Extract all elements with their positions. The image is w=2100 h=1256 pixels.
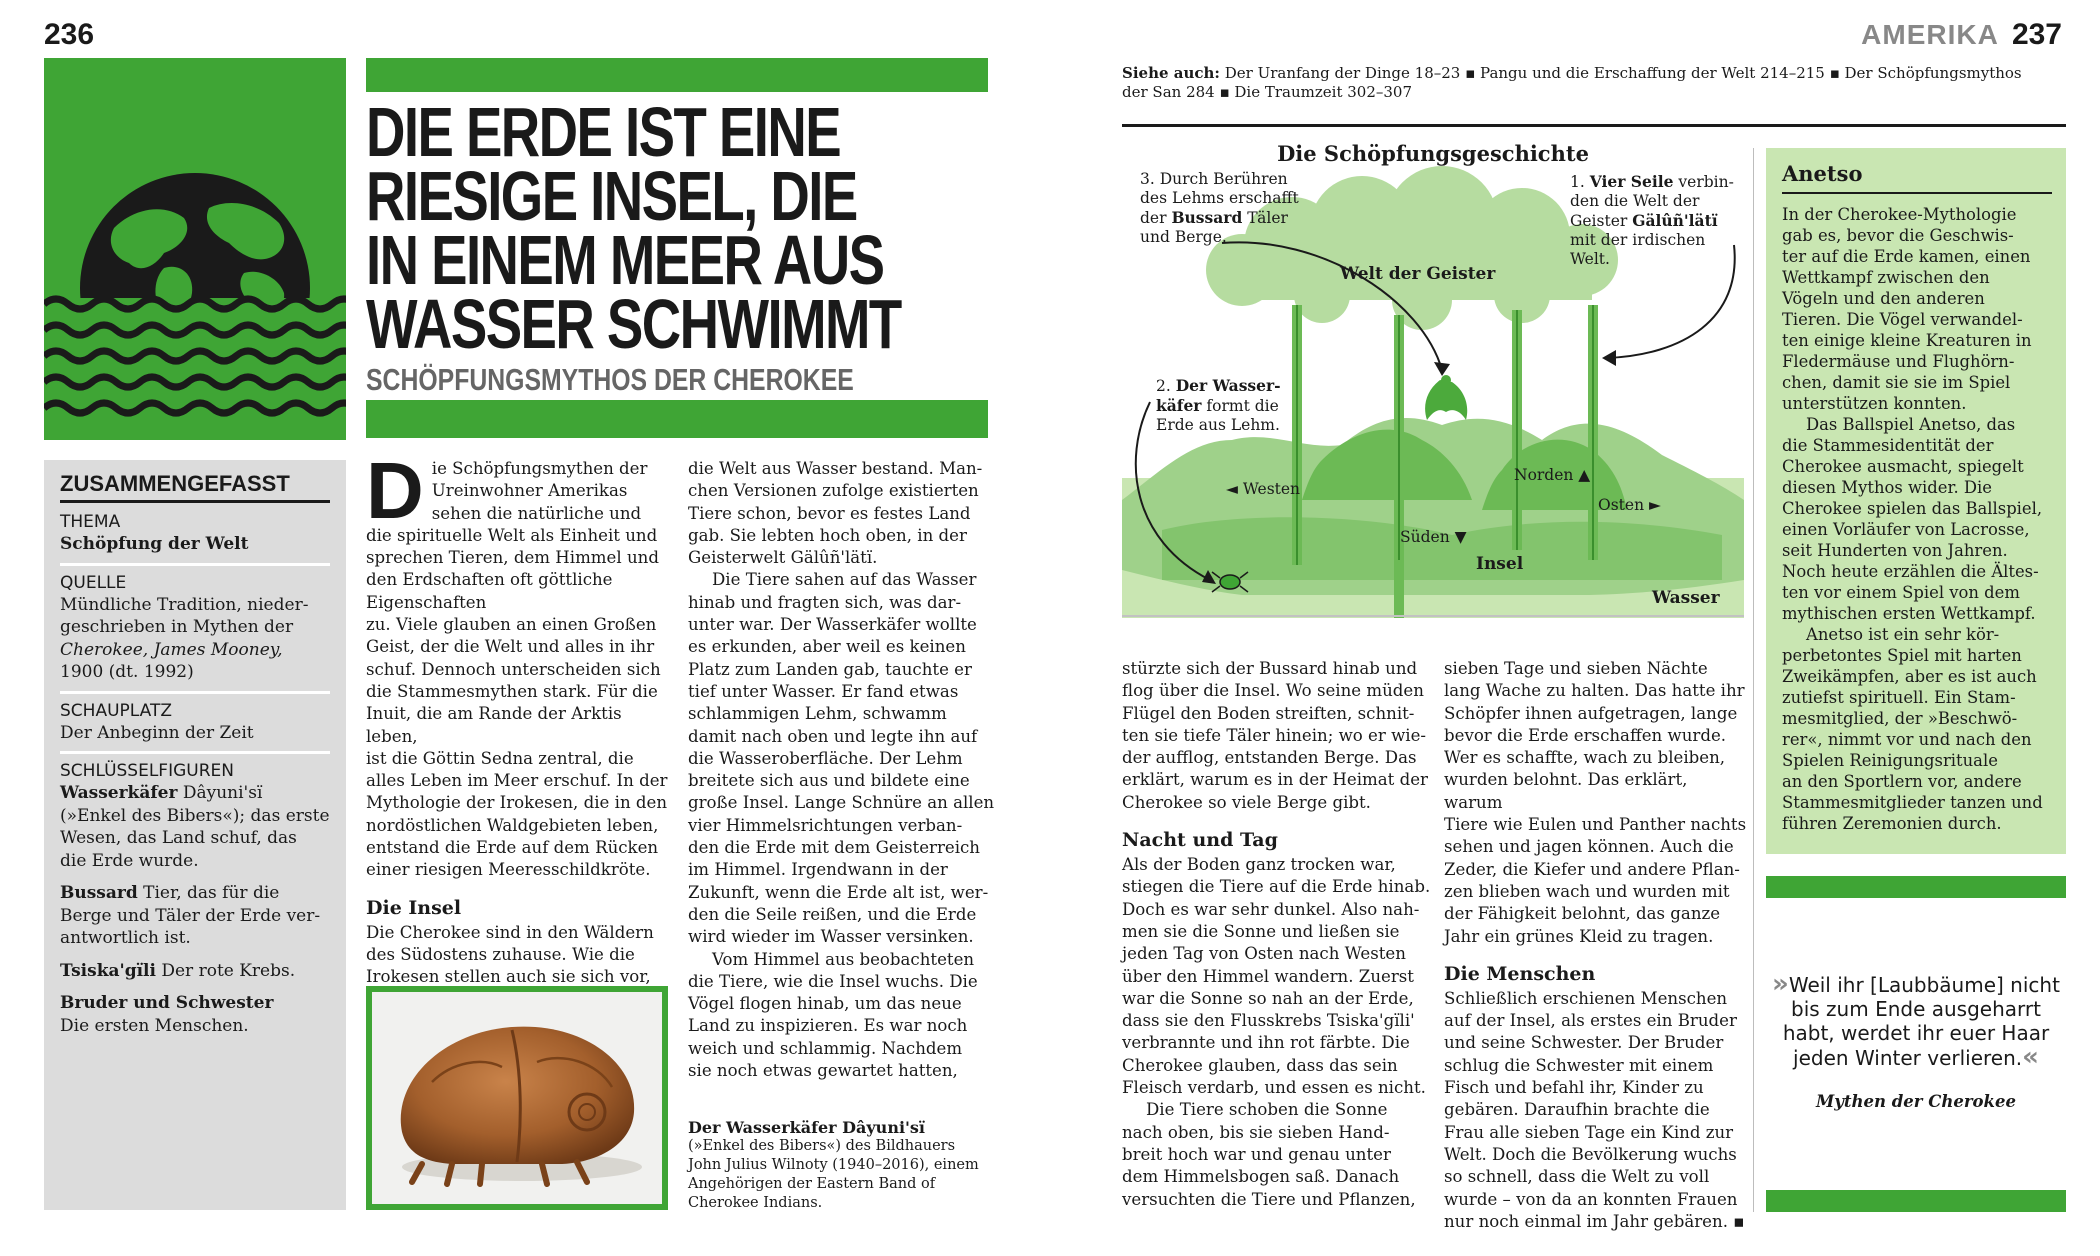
thema-label: THEMA — [60, 512, 121, 532]
text-line: gebären. Daraufhin brachte die — [1444, 1100, 1710, 1120]
text-line: Platz zum Landen gab, tauchte er — [688, 659, 972, 679]
body-column-4 — [1444, 658, 1750, 1233]
text-line: nordöstlichen Waldgebieten leben, — [366, 815, 659, 835]
text-line: Als der Boden ganz trocken war, — [1122, 855, 1396, 875]
text-line: führen Zeremonien durch. — [1782, 814, 2002, 833]
text-line: Fledermäuse und Flughörn- — [1782, 352, 2015, 371]
text-line: schlammigen Lehm, schwamm — [688, 704, 947, 724]
page-title — [366, 93, 1006, 363]
title-line-2: RIESIGE INSEL, DIE — [366, 157, 857, 235]
see-also-line[interactable]: der San 284 ▪ Die Traumzeit 302–307 — [1122, 83, 1413, 101]
text-line: Das Ballspiel Anetso, das — [1806, 415, 2016, 434]
caption-line: Angehörigen der Eastern Band of — [688, 1176, 936, 1192]
text-line: einer riesigen Meeresschildkröte. — [366, 860, 651, 880]
text-line: und seine Schwester. Der Bruder — [1444, 1033, 1724, 1053]
figure-name: Tsiska'gïli — [60, 960, 156, 981]
text-line: unterstützen konnten. — [1782, 394, 1967, 413]
text-line: Irokesen stellen auch sie sich vor, — [366, 967, 651, 987]
label-part: 1. — [1570, 173, 1590, 191]
text-line: Schöpfer ihnen aufgetragen, lange — [1444, 703, 1738, 723]
body-column-2 — [688, 458, 998, 1082]
text-line: Doch es war sehr dunkel. Also nah- — [1122, 899, 1420, 919]
text-line: breitete sich aus und bildete eine — [688, 771, 970, 791]
text-line: mythischen ersten Wettkampf. — [1782, 604, 2036, 623]
title-top-bar — [366, 58, 988, 92]
text-line: seit Hunderten von Jahren. — [1782, 541, 2008, 560]
text-line: sprechen Tieren, dem Himmel und — [366, 548, 659, 568]
text-line: Cherokee so viele Berge gibt. — [1122, 792, 1371, 812]
label-line: den die Welt der — [1570, 192, 1700, 210]
quelle-line-3: Cherokee, James Mooney, — [60, 639, 283, 660]
figure-desc-line: (»Enkel des Bibers«); das erste — [60, 805, 330, 826]
text-line: Zeder, die Kiefer und andere Pflan- — [1444, 859, 1740, 879]
text-line: erklärt, warum es in der Heimat der — [1122, 770, 1428, 790]
text-line: stürzte sich der Bussard hinab und — [1122, 659, 1418, 678]
text-line: jeden Tag von Osten nach Westen — [1122, 944, 1406, 964]
body-column-1 — [366, 446, 672, 1011]
figure-desc-line: die Erde wurde. — [60, 850, 199, 871]
text-line: Cherokee glauben, dass das sein — [1122, 1055, 1398, 1075]
sidebar-anetso — [1766, 148, 2066, 854]
text-line: In der Cherokee-Mythologie — [1782, 205, 2017, 224]
text-line: Tiere wie Eulen und Panther nachts — [1444, 815, 1747, 835]
schauplatz-label: SCHAUPLATZ — [60, 700, 172, 721]
figure-bruder-schwester — [60, 992, 330, 1015]
column-divider — [1753, 148, 1754, 1212]
text-line: dass sie den Flusskrebs Tsiska'gïli' — [1122, 1011, 1415, 1031]
label-welt-der-geister: Welt der Geister — [1340, 264, 1496, 284]
text-line: sehen und jagen können. Auch die — [1444, 837, 1734, 857]
label-part: der — [1140, 209, 1172, 227]
label-bold: Bussard — [1171, 208, 1243, 227]
text-line: ist die Göttin Sedna zentral, die — [366, 748, 634, 768]
text-line: der Fähigkeit belohnt, das ganze — [1444, 904, 1721, 924]
text-line: lang Wache zu halten. Das hatte ihr — [1444, 681, 1745, 701]
label-osten: Osten ► — [1598, 496, 1661, 514]
label-line: mit der irdischen Welt. — [1570, 231, 1706, 268]
text-line: Mythologie der Irokesen, die in den — [366, 793, 668, 813]
text-line: Land zu inspizieren. Es war noch — [688, 1016, 968, 1036]
text-line: schlug die Schwester mit einem — [1444, 1055, 1714, 1075]
label-bold: käfer — [1156, 396, 1202, 415]
text-line: sehen die natürliche und — [431, 503, 642, 523]
text-line: perbetontes Spiel mit harten — [1782, 646, 2022, 665]
drop-cap: D — [366, 446, 424, 535]
quote-open-mark: » — [1772, 969, 1789, 999]
figure-desc: Der rote Krebs. — [155, 960, 296, 981]
label-step-3 — [1140, 170, 1340, 247]
figure-name: Bussard — [60, 883, 138, 903]
text-line: wurde – von da an konnten Frauen — [1444, 1189, 1738, 1209]
text-line: auf der Insel, als erstes ein Bruder — [1444, 1011, 1737, 1031]
text-line: den die Seile reißen, und die Erde — [688, 904, 977, 924]
title-line-4: WASSER SCHWIMMT — [366, 285, 901, 363]
text-line: ter auf die Erde kamen, einen — [1782, 247, 2031, 266]
text-line: chen, damit sie sie im Spiel — [1782, 373, 2011, 392]
label-insel: Insel — [1476, 554, 1524, 574]
text-line: Vögel flogen hinab, um das neue — [688, 994, 962, 1014]
figure-desc-line: Berge und Täler der Erde ver- — [60, 905, 321, 926]
label-norden: Norden ▲ — [1514, 466, 1591, 484]
text-line: Fisch und befahl ihr, Kinder zu — [1444, 1078, 1704, 1098]
text-line: stiegen die Tiere auf die Erde hinab. — [1122, 877, 1431, 897]
label-part: verbin- — [1673, 173, 1734, 191]
label-step-2 — [1156, 376, 1296, 435]
label-part: 2. — [1156, 377, 1176, 395]
page-header-right — [1861, 18, 2062, 52]
label-part: formt die — [1201, 397, 1279, 415]
quelle-line-2: geschrieben in Mythen der — [60, 617, 294, 637]
creation-diagram — [1122, 140, 1744, 618]
figure-desc-line: Die ersten Menschen. — [60, 1015, 249, 1036]
thema-value: Schöpfung der Welt — [60, 534, 249, 554]
header-rule — [1122, 124, 2066, 127]
text-line: Cherokee spielen das Ballspiel, — [1782, 499, 2043, 518]
text-line: Die Tiere sahen auf das Wasser — [712, 570, 977, 590]
text-line: Noch heute erzählen die Ältes- — [1782, 562, 2039, 581]
quote-line: jeden Winter verlieren. — [1793, 1046, 2023, 1070]
label-wasser: Wasser — [1652, 588, 1720, 608]
figuren-label: SCHLÜSSELFIGUREN — [60, 761, 234, 781]
text-line: wurden belohnt. Das erklärt, warum — [1444, 770, 1688, 812]
text-line: Geist, der die Welt und alles in ihr — [366, 637, 655, 657]
title-line-1: DIE ERDE IST EINE — [366, 93, 841, 171]
figure-tsiskagili — [60, 960, 330, 983]
text-line: dem Himmelsbogen saß. Danach — [1122, 1167, 1400, 1187]
see-also-line[interactable]: Der Uranfang der Dinge 18–23 ▪ Pangu und die Erschaffung der Welt 214–215 ▪ Der Schöpfungsmythos — [1219, 64, 2022, 82]
quote-top-bar — [1766, 876, 2066, 898]
text-line: war die Sonne so nah an der Erde, — [1122, 988, 1414, 1008]
text-line: diesen Mythos wider. Die — [1782, 478, 1992, 497]
figure-wasserkaefer — [60, 782, 330, 805]
text-line: Jahr ein grünes Kleid zu tragen. — [1444, 926, 1714, 946]
text-line: sie noch etwas gewartet hatten, — [688, 1061, 958, 1081]
summary-box — [44, 460, 346, 1210]
text-line: im Himmel. Irgendwann in der — [688, 860, 948, 880]
text-line: die Stammesmythen stark. Für die — [366, 681, 658, 701]
text-line: damit nach oben und legte ihn auf — [688, 726, 978, 746]
text-line: entstand die Erde auf dem Rücken — [366, 838, 659, 858]
text-line: schuf. Dennoch unterscheiden sich — [366, 659, 661, 679]
label-line: des Lehms erschafft — [1140, 189, 1299, 207]
text-line: Wer es schaffte, wach zu bleiben, — [1444, 748, 1726, 768]
text-line: die Stammesidentität der — [1782, 436, 1994, 455]
quelle-line-1: Mündliche Tradition, nieder- — [60, 594, 309, 615]
text-line: über den Himmel wandern. Zuerst — [1122, 966, 1414, 986]
label-bold: Vier Seile — [1589, 172, 1674, 191]
text-line: hinab und fragten sich, was dar- — [688, 592, 962, 612]
caption-line: Cherokee Indians. — [688, 1195, 823, 1211]
text-line: Die Cherokee sind in den Wäldern — [366, 922, 654, 942]
text-line: nur noch einmal im Jahr gebären. ▪ — [1444, 1211, 1745, 1231]
text-line: des Südostens zuhause. Wie die — [366, 944, 635, 964]
text-line: Anetso ist ein sehr kör- — [1806, 625, 2000, 644]
quote-bottom-bar — [1766, 1190, 2066, 1212]
carved-beetle-icon — [372, 992, 662, 1204]
text-line: gab. Sie lebten hoch oben, in der — [688, 525, 967, 545]
caption-line: John Julius Wilnoty (1940–2016), einem — [688, 1157, 979, 1173]
text-line: an den Sportlern vor, andere — [1782, 772, 2022, 791]
figure-desc-line: Wesen, das Land schuf, das — [60, 828, 297, 848]
beetle-photo — [366, 986, 668, 1210]
text-line: chen Versionen zufolge existierten — [688, 481, 979, 501]
text-line: die spirituelle Welt als Einheit und — [366, 525, 658, 545]
body-column-3 — [1122, 658, 1432, 1211]
quote-line: Weil ihr [Laubbäume] nicht — [1788, 973, 2060, 997]
text-line: unter war. Der Wasserkäfer wollte — [688, 615, 977, 635]
text-line: Vögeln und den anderen — [1782, 289, 1985, 308]
text-line: zutiefst spirituell. Ein Stam- — [1782, 688, 2016, 707]
pull-quote — [1766, 969, 2066, 1114]
figure-name: Bruder und Schwester — [60, 993, 274, 1013]
text-line: alles Leben im Meer erschuf. In der — [366, 771, 668, 791]
quote-close-mark: « — [2022, 1042, 2039, 1072]
text-line: wird wieder im Wasser versinken. — [688, 927, 974, 947]
diagram-title: Die Schöpfungsgeschichte — [1277, 141, 1589, 166]
text-line: Vom Himmel aus beobachteten — [712, 949, 975, 969]
figure-name: Wasserkäfer — [60, 783, 178, 803]
text-line: den Erdschaften oft göttliche Eigenschaften — [366, 570, 613, 612]
subtitle-text: SCHÖPFUNGSMYTHOS DER CHEROKEE — [366, 362, 854, 397]
text-line: Cherokee ausmacht, spiegelt — [1782, 457, 2024, 476]
text-line: Zweikämpfen, aber es ist auch — [1782, 667, 2037, 686]
figure-desc: Tier, das für die — [137, 883, 280, 903]
text-line: ie Schöpfungsmythen der — [431, 459, 648, 478]
subhead-die-menschen: Die Menschen — [1444, 962, 1596, 985]
text-line: ten vor einem Spiel von dem — [1782, 583, 2020, 602]
title-line-3: IN EINEM MEER AUS — [366, 221, 884, 299]
summary-heading: ZUSAMMENGEFASST — [60, 470, 330, 503]
text-line: Inuit, die am Rande der Arktis leben, — [366, 704, 622, 746]
text-line: ten sie tiefe Täler hinein; wo er wie- — [1122, 725, 1427, 745]
text-line: der aufflog, entstanden Berge. Das — [1122, 748, 1417, 768]
text-line: so schnell, dass die Welt zu voll — [1444, 1167, 1710, 1187]
text-line: Die Tiere schoben die Sonne — [1146, 1100, 1388, 1120]
text-line: flog über die Insel. Wo seine müden — [1122, 681, 1424, 701]
label-step-1 — [1570, 172, 1744, 269]
globe-on-water-icon — [44, 58, 346, 440]
text-line: Welt. Doch die Bevölkerung wuchs — [1444, 1144, 1737, 1164]
subhead-nacht-und-tag: Nacht und Tag — [1122, 829, 1278, 852]
text-line: bevor die Erde erschaffen wurde. — [1444, 725, 1727, 745]
label-westen: ◄ Westen — [1226, 480, 1301, 498]
text-line: weich und schlammig. Nachdem — [688, 1038, 963, 1058]
text-line: Ureinwohner Amerikas — [431, 481, 628, 501]
title-bottom-bar — [366, 400, 988, 438]
text-line: Flügel den Boden streiften, schnit- — [1122, 703, 1415, 723]
photo-caption — [688, 1118, 998, 1213]
text-line: zen blieben wach und wurden mit — [1444, 881, 1730, 901]
text-line: tief unter Wasser. Er fand etwas — [688, 681, 959, 701]
text-line: vier Himmelsrichtungen verban- — [688, 815, 963, 835]
text-line: versuchten die Tiere und Pflanzen, — [1122, 1189, 1416, 1209]
figure-desc-line: antwortlich ist. — [60, 928, 191, 948]
text-line: zu. Viele glauben an einen Großen — [366, 615, 657, 635]
page-number-right: 237 — [2011, 18, 2062, 51]
page-subtitle — [366, 362, 1006, 400]
text-line: Tieren. Die Vögel verwandel- — [1782, 310, 2023, 329]
text-line: sieben Tage und sieben Nächte — [1444, 659, 1708, 678]
text-line: Stammesmitglieder tanzen und — [1782, 793, 2043, 812]
text-line: gab es, bevor die Geschwis- — [1782, 226, 2014, 245]
quote-source: Mythen der Cherokee — [1816, 1092, 2016, 1111]
text-line: einen Vorläufer von Lacrosse, — [1782, 520, 2030, 539]
see-also — [1122, 64, 2062, 102]
label-line: Erde aus Lehm. — [1156, 416, 1280, 434]
text-line: Wettkampf zwischen den — [1782, 268, 1990, 287]
text-line: nach oben, bis sie sieben Hand- — [1122, 1122, 1390, 1142]
label-bold: Der Wasser- — [1175, 376, 1281, 395]
text-line: den die Erde mit dem Geisterreich — [688, 838, 980, 858]
text-line: breit hoch war und genau unter — [1122, 1144, 1391, 1164]
text-line: men sie die Sonne und ließen sie — [1122, 921, 1400, 941]
page-number-left: 236 — [44, 18, 95, 51]
figure-desc: Dâyuni'sï — [177, 783, 263, 803]
text-line: rer«, nimmt vor und nach den — [1782, 730, 2032, 749]
quote-line: bis zum Ende ausgeharrt — [1791, 997, 2041, 1021]
quelle-line-4: 1900 (dt. 1992) — [60, 662, 194, 682]
quote-line: habt, werdet ihr euer Haar — [1782, 1021, 2050, 1045]
caption-title: Der Wasserkäfer Dâyuni'sï — [688, 1118, 926, 1137]
subhead-die-insel: Die Insel — [366, 896, 462, 919]
see-also-label: Siehe auch: — [1122, 64, 1220, 82]
text-line: Geisterwelt Gälûñ'lätï. — [688, 548, 878, 568]
text-line: es erkunden, aber weil es keinen — [688, 637, 966, 657]
text-line: Schließlich erschienen Menschen — [1444, 988, 1728, 1008]
label-line: und Berge. — [1140, 228, 1227, 246]
label-bold: Gälûñ'lätï — [1632, 211, 1718, 230]
text-line: die Tiere, wie die Insel wuchs. Die — [688, 971, 978, 991]
section-name: AMERIKA — [1861, 19, 1999, 50]
schauplatz-value: Der Anbeginn der Zeit — [60, 722, 254, 743]
text-line: Frau alle sieben Tage ein Kind zur — [1444, 1122, 1734, 1142]
text-line: Zukunft, wenn die Erde alt ist, wer- — [688, 882, 989, 902]
buzzard-icon — [1425, 375, 1467, 420]
label-sueden: Süden ▼ — [1400, 528, 1467, 546]
sidebar-heading: Anetso — [1782, 160, 2052, 194]
figure-bussard — [60, 882, 330, 905]
globe-illustration — [44, 58, 346, 440]
text-line: die Wasseroberfläche. Der Lehm — [688, 748, 963, 768]
text-line: Fleisch verdarb, und essen es nicht. — [1122, 1078, 1426, 1098]
text-line: mesmitglied, der »Beschwö- — [1782, 709, 2018, 728]
label-part: Geister — [1570, 212, 1633, 230]
text-line: ten einige kleine Kreaturen in — [1782, 331, 2032, 350]
text-line: Tiere schon, bevor es festes Land — [688, 503, 971, 523]
text-line: verbrannte und ihn rot färbte. Die — [1122, 1033, 1410, 1053]
quelle-label: QUELLE — [60, 572, 127, 593]
text-line: große Insel. Lange Schnüre an allen — [688, 793, 995, 813]
label-part: Täler — [1242, 209, 1288, 227]
text-line: Spielen Reinigungsrituale — [1782, 751, 1998, 770]
text-line: die Welt aus Wasser bestand. Man- — [688, 459, 983, 478]
caption-line: (»Enkel des Bibers«) des Bildhauers — [688, 1138, 956, 1154]
label-line: 3. Durch Berühren — [1140, 170, 1288, 188]
